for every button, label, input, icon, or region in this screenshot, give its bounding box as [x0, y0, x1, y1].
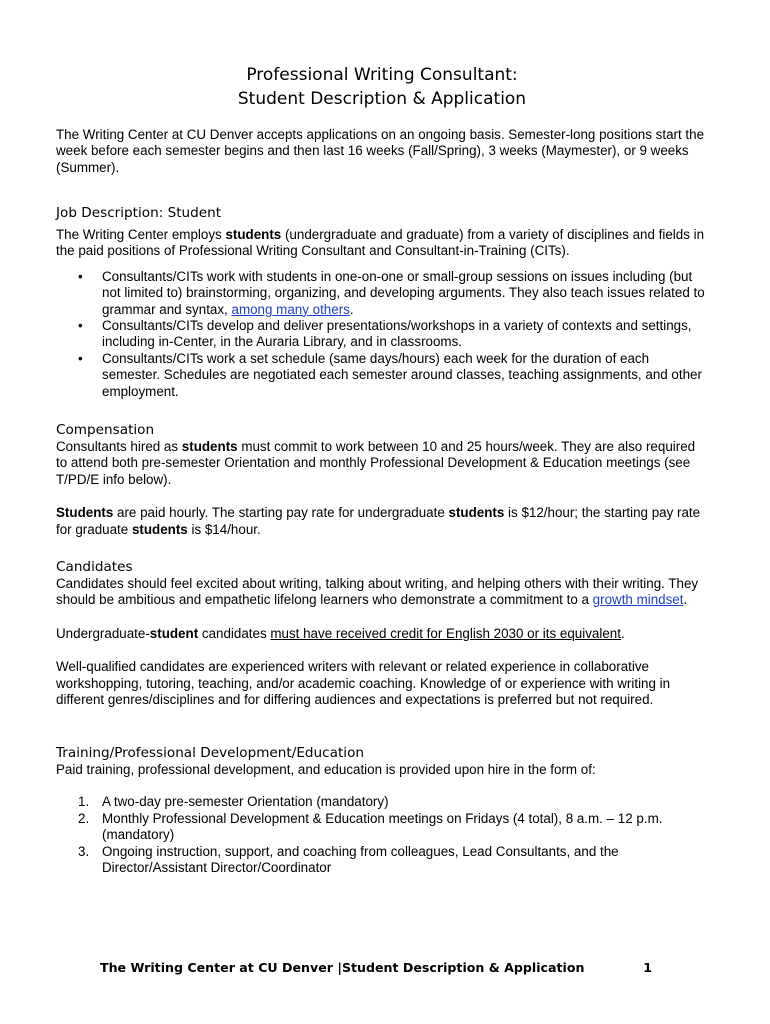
bullet-1-end: . — [349, 301, 354, 317]
cand-p1-a: Candidates should feel excited about writing, talking about writing, and helping others with their writing. They should be ambitious and empathetic lifelong learners who demonstrate a commitment to a — [56, 576, 699, 608]
cand-p2-c: candidates — [198, 625, 271, 641]
comp-p2-d: is $12/hour; the starting pay rate for graduate — [56, 505, 701, 537]
item-text: Ongoing instruction, support, and coaching from colleagues, Lead Consultants, and the Director/Assistant Director/Coordinator — [102, 843, 619, 876]
bullet-icon: • — [78, 268, 83, 284]
bullet-2-text: Consultants/CITs develop and deliver presentations/workshops in a variety of contexts and settings, including in-Center, in the Auraria Library, and in classrooms. — [102, 318, 692, 350]
job-text-a: The Writing Center employs — [56, 227, 226, 242]
page-number: 1 — [643, 960, 652, 975]
item-text: A two-day pre-semester Orientation (mandatory) — [102, 794, 389, 810]
candidates-paragraph-3: Well-qualified candidates are experienced writers with relevant or related experience in collaborative workshopping, tutoring, teaching, and/or academic coaching. Knowledge of or experience with writing in different genres/disciplines and for differing audiences and expectations is preferred but not required. — [56, 659, 671, 708]
job-paragraph — [56, 227, 708, 260]
among-many-others-link[interactable]: among many others — [231, 301, 350, 317]
comp-p2-f: is $14/hour. — [187, 521, 261, 537]
cand-p2-end: . — [620, 625, 625, 641]
item-number: 3. — [78, 843, 90, 859]
job-bullet-3 — [56, 351, 708, 400]
comp-p1-c: must commit to work between 10 and 25 hours/week. They are also required to attend both pre-semester Orientation and monthly Professional Development & Education meetings (see T/PD/E info below). — [56, 439, 696, 487]
title-rest: Description & Application — [304, 89, 527, 109]
item-number: 1. — [78, 794, 90, 810]
comp-p1-bold: students — [181, 439, 238, 454]
bullet-1-text: Consultants/CITs work with students in one-on-one or small-group sessions on issues including (but not limited to) brainstorming, organizing, and developing arguments. They also teach issues related to grammar and syntax, — [102, 268, 705, 317]
cand-p2-bold: student — [149, 625, 199, 641]
compensation-section — [56, 421, 708, 538]
cand-p2-underlined: must have received credit for English 2030 or its equivalent — [270, 625, 621, 641]
document-page — [56, 0, 708, 1024]
bullet-icon: • — [78, 318, 83, 334]
compensation-heading: Compensation — [56, 422, 155, 438]
job-text-c: (undergraduate and graduate) from a variety of disciplines and fields in the paid positions of Professional Writing Consultant and Consultant-in-Training (CITs). — [56, 227, 705, 259]
title-line-2 — [56, 87, 708, 111]
training-paragraph: Paid training, professional development, and education is provided upon hire in the form of: — [56, 762, 596, 777]
bullet-3-text: Consultants/CITs work a set schedule (same days/hours) each week for the duration of each semester. Schedules are negotiated each semester around classes, teaching assignments, and other employment. — [102, 350, 702, 399]
training-item-1 — [56, 794, 708, 810]
intro-paragraph: The Writing Center at CU Denver accepts applications on an ongoing basis. Semester-long positions start the week before each semester begins and then last 16 weeks (Fall/Spring), 3 weeks (Maymester), or 9 weeks (Summer). — [56, 127, 705, 175]
item-number: 2. — [78, 810, 90, 826]
compensation-paragraph-1 — [56, 439, 708, 488]
candidates-heading: Candidates — [56, 559, 133, 575]
comp-p2-bold-c: students — [448, 505, 505, 521]
candidates-section — [56, 558, 708, 708]
training-heading: Training/Professional Development/Education — [56, 745, 365, 761]
title-line-1: Professional Writing Consultant: — [246, 65, 518, 85]
footer-text: The Writing Center at CU Denver |Student Description & Application — [100, 960, 585, 975]
compensation-paragraph-2 — [56, 505, 708, 538]
cand-p2-a: Undergraduate- — [56, 625, 150, 641]
job-bullet-2 — [56, 318, 708, 351]
page-footer — [100, 960, 652, 975]
job-section — [56, 204, 708, 400]
comp-p1-a: Consultants hired as — [56, 439, 182, 454]
job-text-bold: students — [225, 227, 282, 242]
cand-p1-end: . — [683, 592, 688, 608]
intro-section — [56, 127, 708, 176]
training-section — [56, 744, 708, 876]
title-student: Student — [237, 89, 305, 109]
item-text: Monthly Professional Development & Education meetings on Fridays (4 total), 8 a.m. – 12 p.m. (mandatory) — [102, 810, 663, 843]
job-heading: Job Description: Student — [56, 205, 222, 221]
bullet-icon: • — [78, 350, 83, 366]
comp-p2-b: are paid hourly. The starting pay rate for undergraduate — [113, 505, 449, 521]
growth-mindset-link[interactable]: growth mindset — [592, 592, 684, 608]
training-item-2 — [56, 811, 708, 844]
job-bullet-1 — [56, 269, 708, 318]
comp-p2-bold-a: Students — [56, 505, 114, 521]
candidates-paragraph-1 — [56, 576, 708, 609]
job-bullet-list — [56, 269, 708, 400]
training-item-3 — [56, 844, 708, 877]
page-title — [56, 63, 708, 111]
training-list — [56, 794, 708, 876]
comp-p2-bold-e: students — [131, 521, 188, 537]
candidates-paragraph-2 — [56, 626, 708, 642]
